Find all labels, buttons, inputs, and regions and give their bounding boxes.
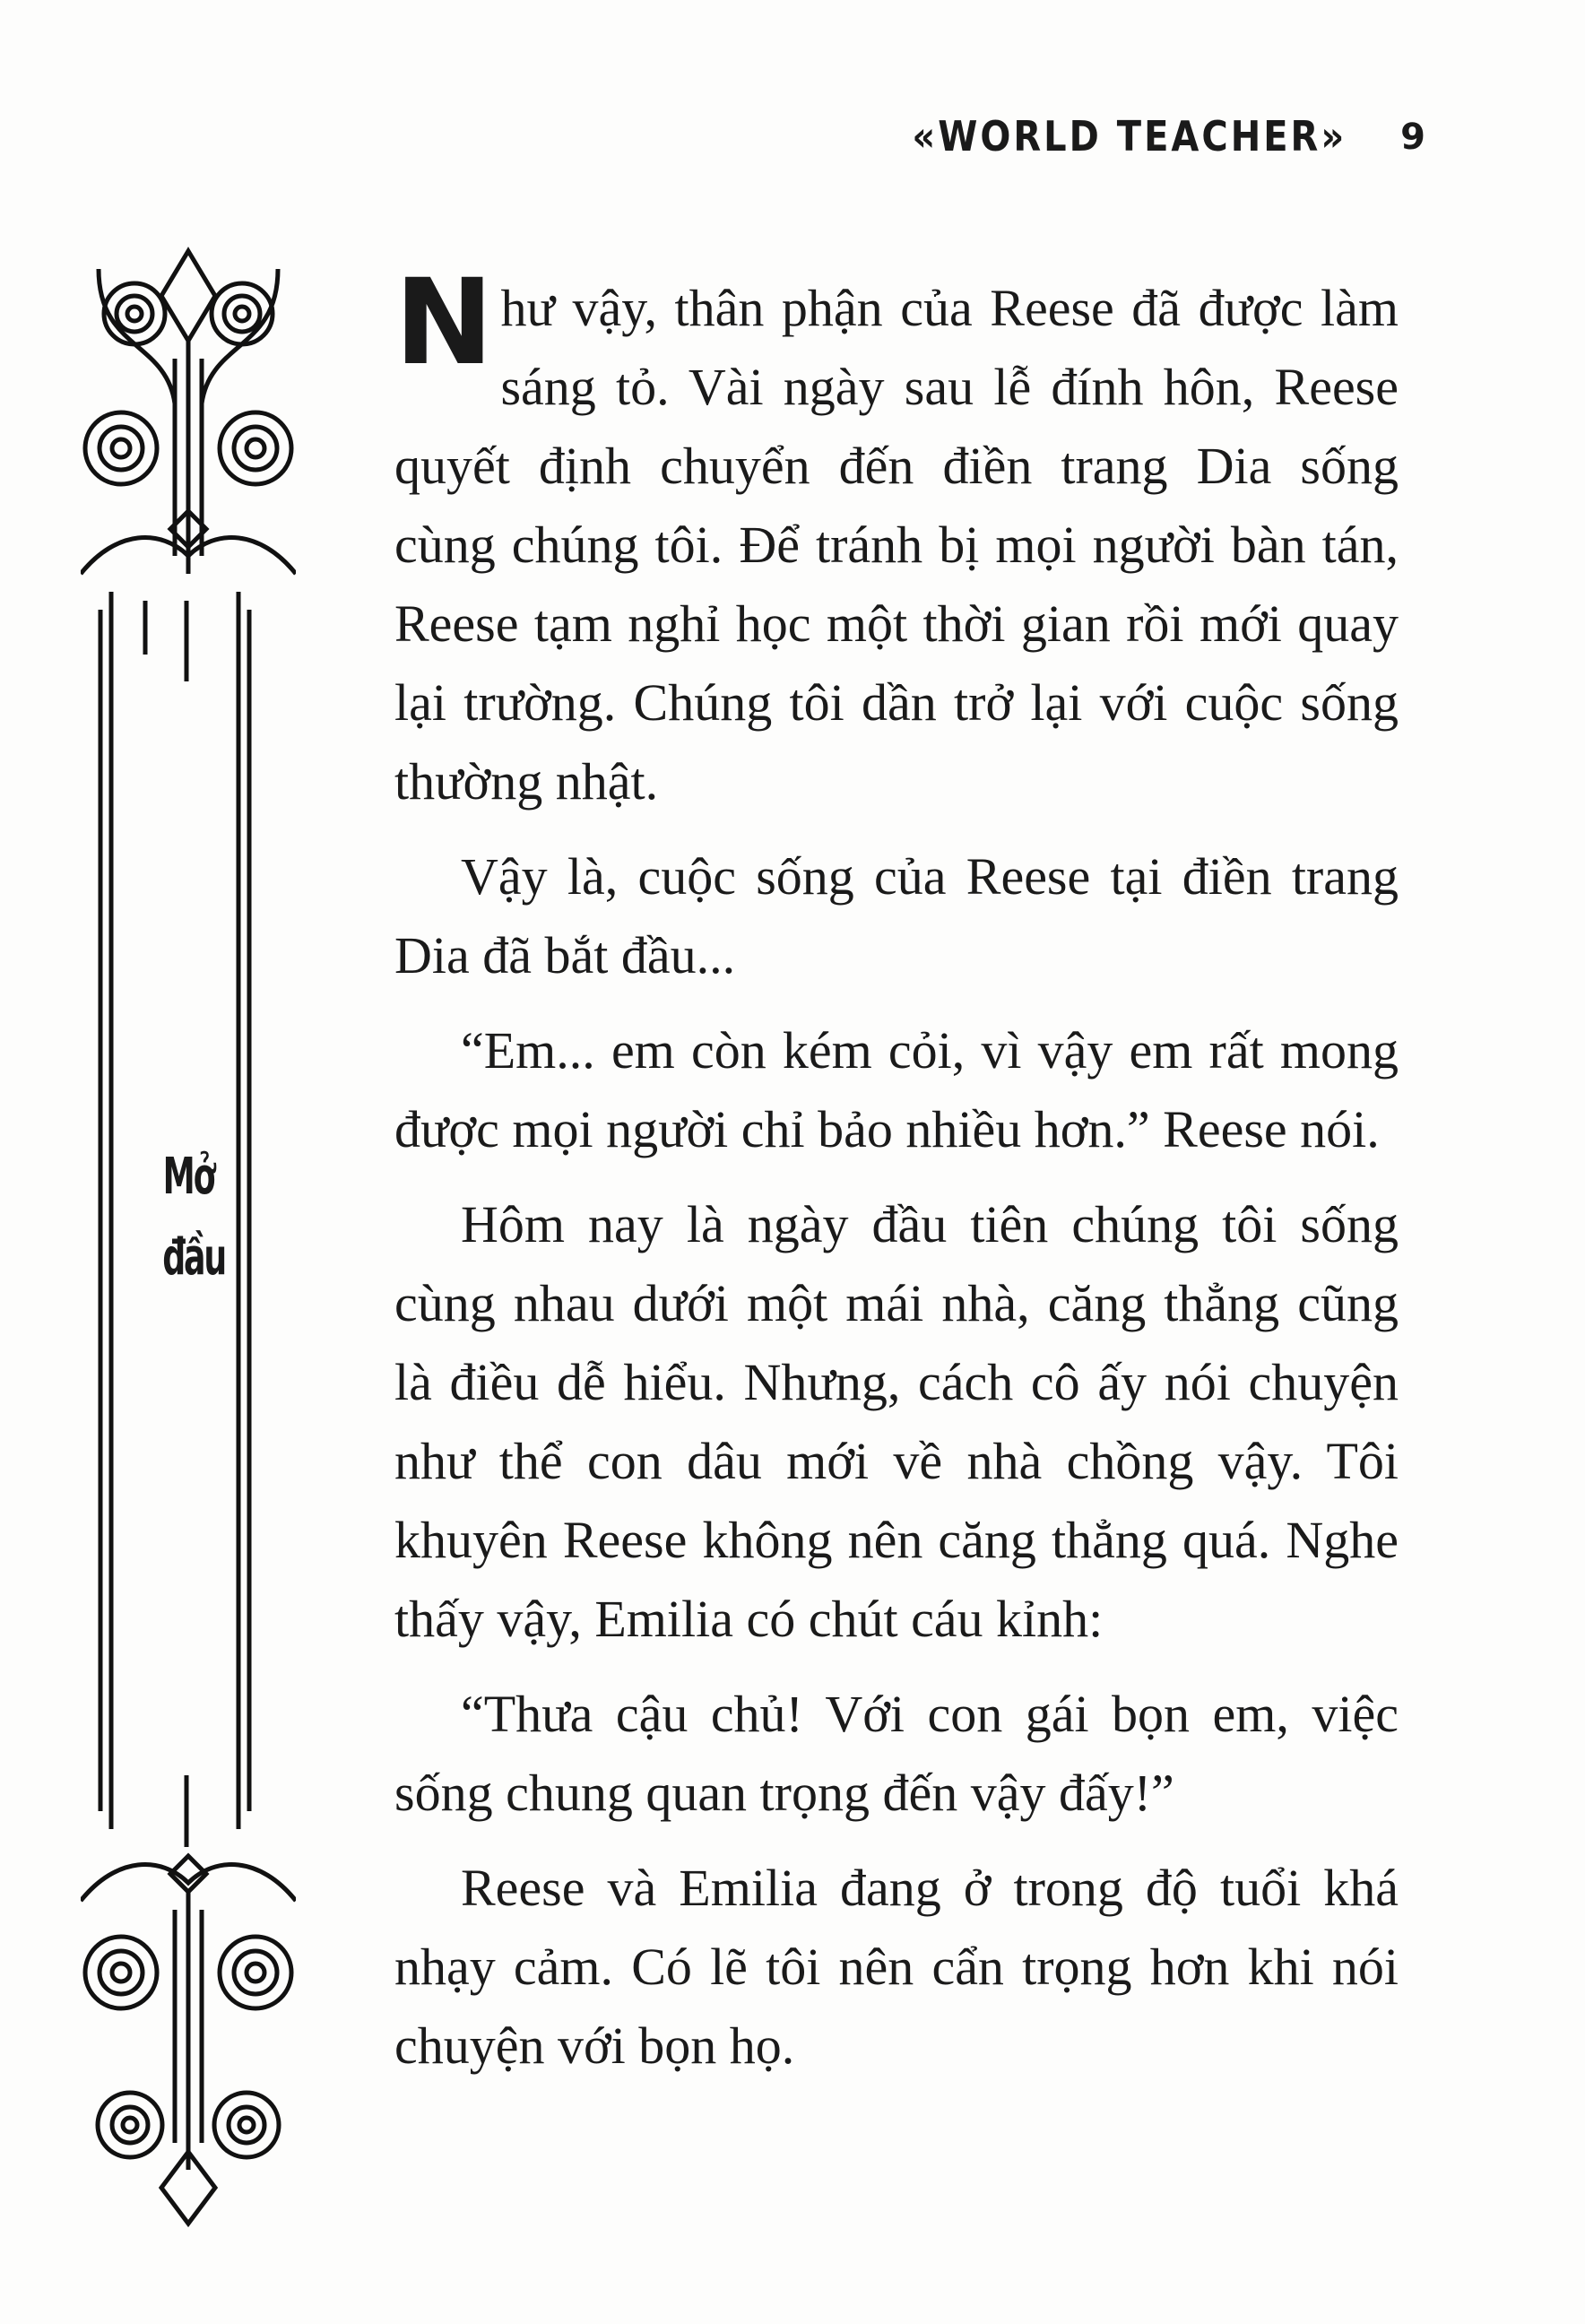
page-number: 9 bbox=[1400, 117, 1425, 158]
paragraph-1: Như vậy, thân phận của Reese đã được làm sáng tỏ. Vài ngày sau lễ đính hôn, Reese quyết định chuyển đến điền trang Dia sống cùng chúng tôi. Để tránh bị mọi người bàn tán, Reese tạm nghỉ học một thời gian rồi mới quay lại trường. Chúng tôi dần trở lại với cuộc sống thường nhật. bbox=[394, 254, 1399, 811]
top-scroll-ornament bbox=[81, 251, 296, 574]
body-text bbox=[394, 254, 1399, 2102]
chapter-label-line2: đầu bbox=[162, 1228, 225, 1287]
drop-cap: N bbox=[394, 254, 494, 392]
paragraph-3: “Em... em còn kém cỏi, vì vậy em rất mong được mọi người chỉ bảo nhiều hơn.” Reese nói. bbox=[394, 1021, 1399, 1158]
bottom-scroll-ornament bbox=[81, 1856, 296, 2224]
chapter-label-line1: Mở bbox=[162, 1148, 214, 1206]
running-header bbox=[896, 106, 1425, 169]
paragraph-2: Vậy là, cuộc sống của Reese tại điền trang Dia đã bắt đầu... bbox=[394, 847, 1399, 984]
paragraph-4: Hôm nay là ngày đầu tiên chúng tôi sống cùng nhau dưới một mái nhà, căng thẳng cũng là điều dễ hiểu. Nhưng, cách cô ấy nói chuyện như thể con dâu mới về nhà chồng vậy. Tôi khuyên Reese không nên căng thẳng quá. Nghe thấy vậy, Emilia có chút cáu kỉnh: bbox=[394, 1195, 1399, 1648]
paragraph-6: Reese và Emilia đang ở trong độ tuổi khá nhạy cảm. Có lẽ tôi nên cẩn trọng hơn khi nói chuyện với bọn họ. bbox=[394, 1859, 1399, 2075]
running-title: «WORLD TEACHER» bbox=[912, 113, 1347, 161]
chapter-border-ornament bbox=[81, 233, 296, 2233]
paragraph-5: “Thưa cậu chủ! Với con gái bọn em, việc sống chung quan trọng đến vậy đấy!” bbox=[394, 1685, 1399, 1822]
